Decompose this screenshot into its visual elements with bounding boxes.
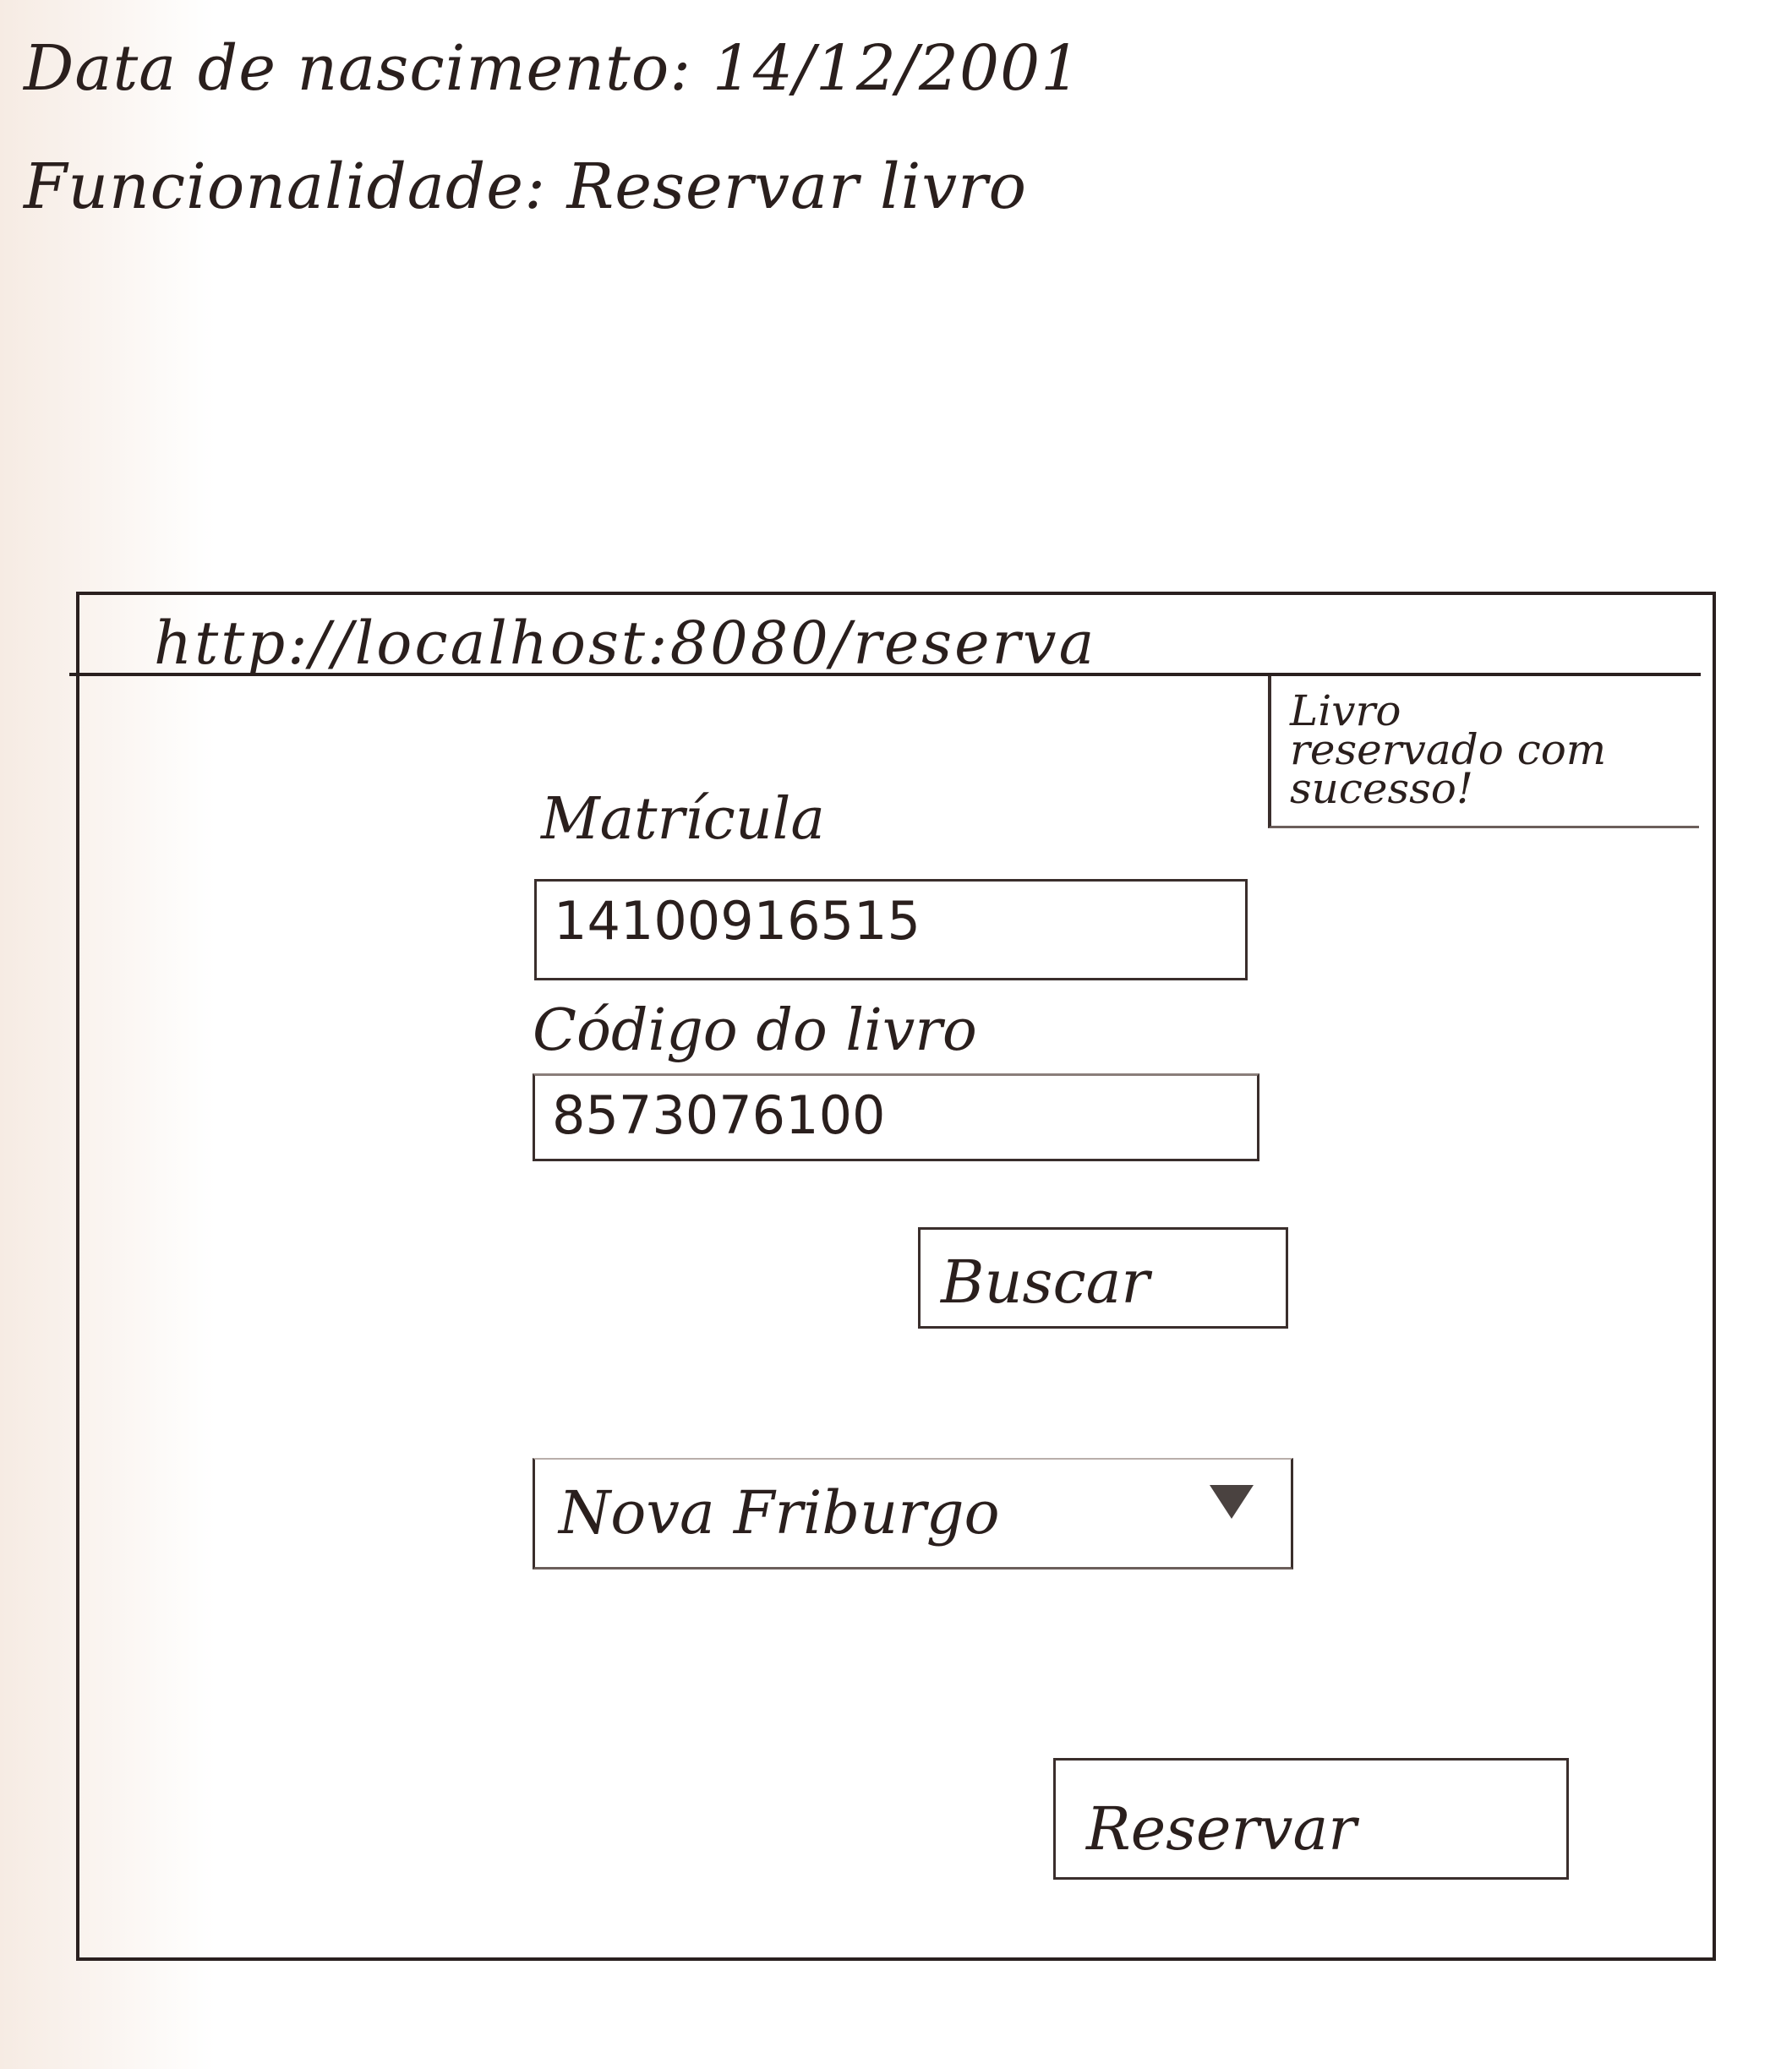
location-select[interactable] [533,1458,1293,1569]
address-bar[interactable]: http://localhost:8080/reserva [69,592,1701,676]
chevron-down-icon[interactable] [1210,1485,1254,1519]
toast-line-3: sucesso! [1290,764,1473,813]
feature-line: Funcionalidade: Reservar livro [24,150,1028,223]
toast-line-2: reservado com [1290,725,1607,774]
toast-line-1: Livro [1290,686,1401,735]
search-button[interactable]: Buscar [918,1227,1288,1329]
matricula-input[interactable]: 14100916515 [534,879,1248,980]
birth-date-line: Data de nascimento: 14/12/2001 [24,32,1082,105]
location-select-value: Nova Friburgo [559,1478,1000,1548]
book-code-label: Código do livro [533,997,977,1064]
success-toast [1268,676,1699,828]
book-code-input[interactable]: 8573076100 [533,1073,1259,1161]
reserve-button[interactable]: Reservar [1053,1758,1569,1880]
matricula-label: Matrícula [541,786,825,853]
